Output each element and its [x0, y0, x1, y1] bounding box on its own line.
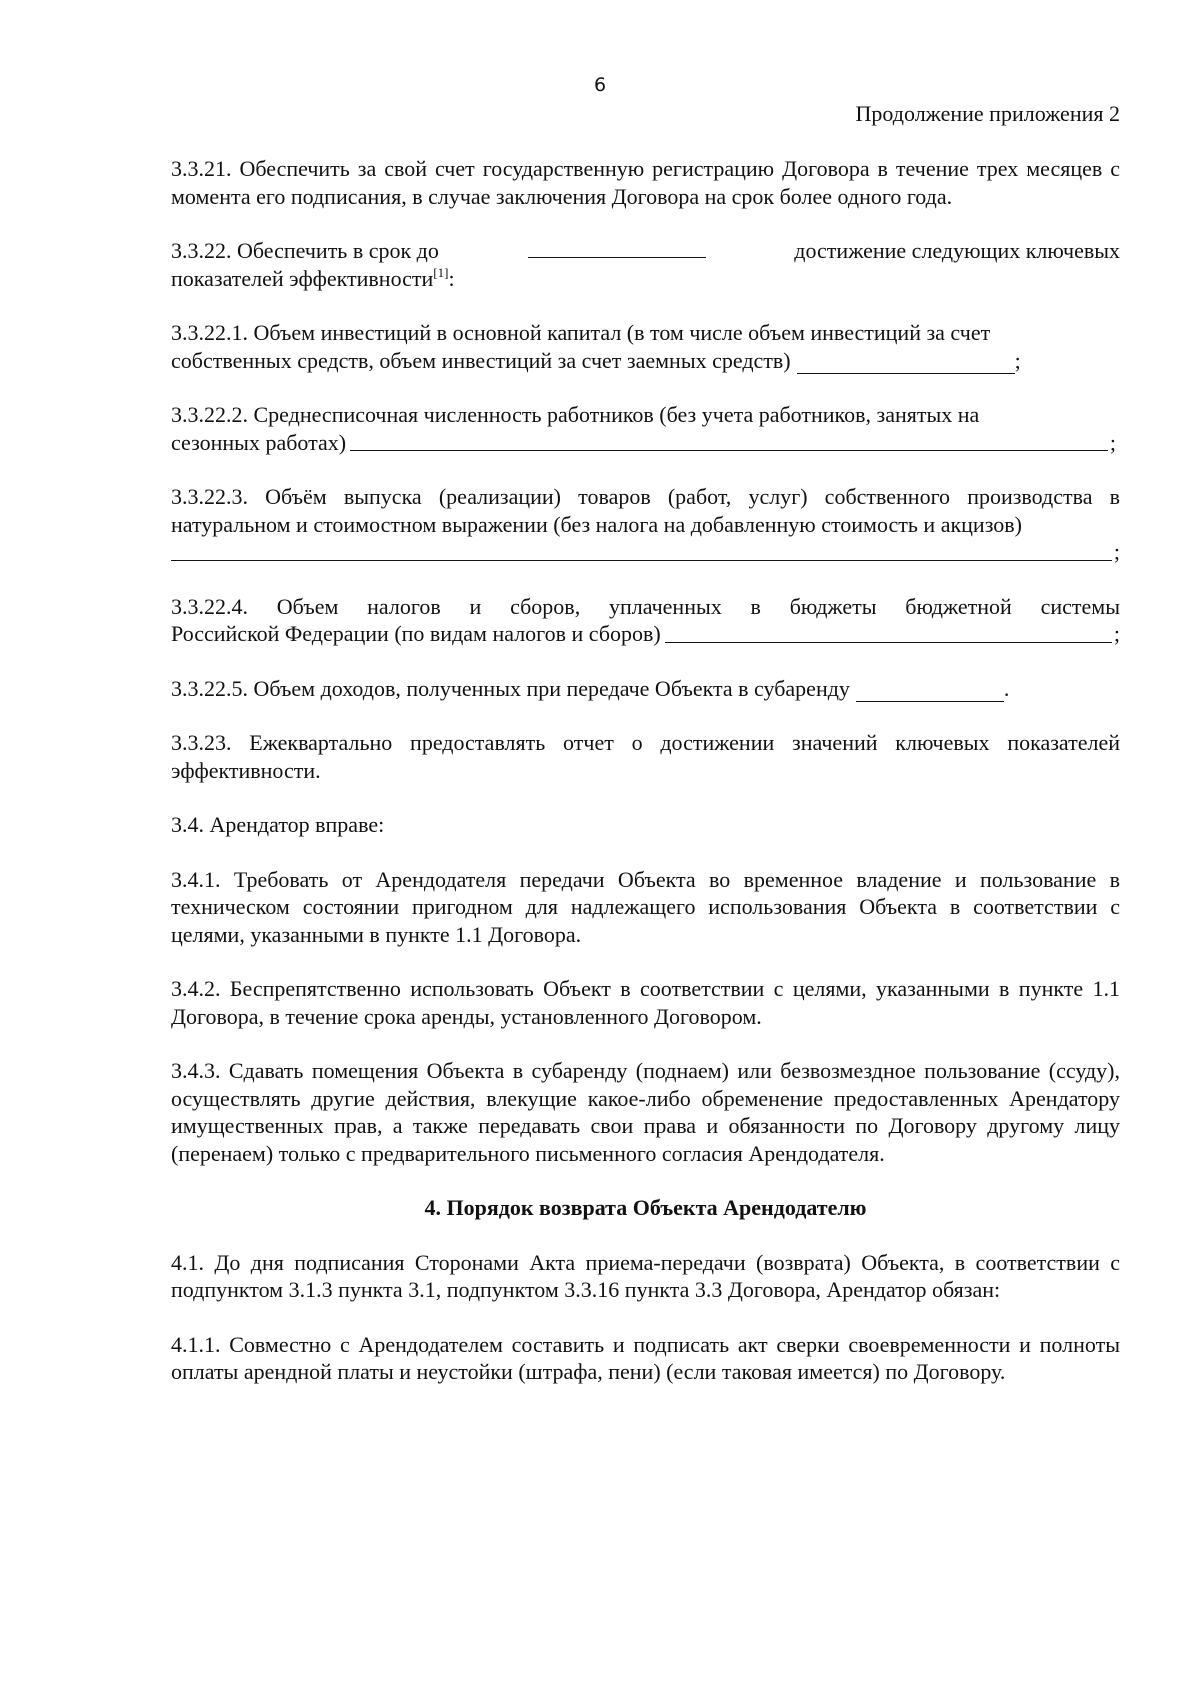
semicolon: ;	[1113, 621, 1120, 646]
clause-3-3-22-line2-text: показателей эффективности	[171, 265, 434, 291]
investment-blank[interactable]	[797, 353, 1015, 374]
page-number: 6	[593, 74, 607, 96]
colon: :	[448, 265, 455, 291]
clause-3-3-22-1	[171, 319, 1120, 374]
output-volume-blank[interactable]	[171, 540, 1112, 561]
period: .	[1003, 675, 1010, 701]
clause-3-3-22-4-line2-text: Российской Федерации (по видам налогов и сборов)	[171, 621, 661, 646]
sublease-income-blank[interactable]	[856, 681, 1004, 702]
semicolon: ;	[1109, 429, 1116, 455]
clause-3-3-22-2	[171, 401, 1120, 456]
clause-3-3-22-2-line1: 3.3.22.2. Среднесписочная численность работников (без учета работников, занятых на	[171, 402, 980, 427]
clause-3-3-22-4	[171, 593, 1120, 648]
clause-3-3-22	[171, 237, 1120, 292]
clause-3-3-23: 3.3.23. Ежеквартально предоставлять отчет о достижении значений ключевых показателей эффективности.	[171, 730, 1120, 783]
footnote-ref[interactable]: [1]	[433, 264, 449, 280]
taxes-blank[interactable]	[665, 622, 1112, 643]
clause-3-3-22-4-line2	[171, 620, 1120, 648]
clause-3-3-21: 3.3.21. Обеспечить за свой счет государственную регистрацию Договора в течение трех месяцев с момента его подписания, в случае заключения Договора на срок более одного года.	[171, 156, 1120, 209]
clause-3-3-22-1-line1-text: 3.3.22.1. Объем инвестиций в основной капитал (в том числе объем инвестиций за счет	[171, 320, 991, 345]
clause-3-3-22-line1	[171, 237, 1120, 265]
clause-3-3-22-5-text: 3.3.22.5. Объем доходов, полученных при передаче Объекта в субаренду	[171, 675, 850, 701]
clause-3-4-2: 3.4.2. Беспрепятственно использовать Объект в соответствии с целями, указанными в пункте 1.1 Договора, в течение срока аренды, установленного Договором.	[171, 976, 1120, 1029]
clause-3-3-22-2-line2	[171, 429, 1116, 457]
clause-3-3-22-1-line2	[171, 347, 1120, 375]
clause-3-3-22-5-line	[171, 675, 1120, 703]
clause-3-3-22-1-line1	[171, 319, 1120, 347]
semicolon: ;	[1113, 539, 1120, 564]
clause-3-3-22-4-line1: 3.3.22.4. Объем налогов и сборов, уплаченных в бюджеты бюджетной системы	[171, 593, 1120, 619]
clause-3-3-22-3-text: 3.3.22.3. Объём выпуска (реализации) товаров (работ, услуг) собственного производства в натуральном и стоимостном выражении (без налога на добавленную стоимость и акцизов)	[171, 484, 1120, 537]
clause-3-3-22-1-line2-text: собственных средств, объем инвестиций за счет заемных средств)	[171, 347, 791, 373]
clause-3-3-22-2-line2-text: сезонных работах)	[171, 429, 347, 455]
clause-3-4-1: 3.4.1. Требовать от Арендодателя передачи Объекта во временное владение и пользование в техническом состоянии пригодном для надлежащего использования Объекта в соответствии с целями, указанными в пункте 1.1 Договора.	[171, 866, 1120, 947]
clause-3-4: 3.4. Арендатор вправе:	[171, 812, 385, 837]
clause-3-4-3: 3.4.3. Сдавать помещения Объекта в субаренду (поднаем) или безвозмездное пользование (ссуду), осуществлять другие действия, влекущие какое-либо обременение предоставленных Арендатору имущественных прав, а также передавать свои права и обязанности по Договору другому лицу (перенаем) только с предварительного письменного согласия Арендодателя.	[171, 1058, 1120, 1166]
running-header: Продолжение приложения 2	[855, 101, 1120, 126]
clause-3-3-22-head: 3.3.22. Обеспечить в срок до	[171, 238, 439, 263]
clause-4-1-1: 4.1.1. Совместно с Арендодателем составить и подписать акт сверки своевременности и полноты оплаты арендной платы и неустойки (штрафа, пени) (если таковая имеется) по Договору.	[171, 1331, 1120, 1384]
clause-3-3-22-3	[171, 483, 1120, 566]
clause-3-3-22-5	[171, 675, 1120, 703]
clause-3-3-22-3-line3	[171, 538, 1120, 566]
headcount-blank[interactable]	[350, 430, 1108, 451]
clause-4-1: 4.1. До дня подписания Сторонами Акта приема-передачи (возврата) Объекта, в соответствии с подпунктом 3.1.3 пункта 3.1, подпунктом 3.3.16 пункта 3.3 Договора, Арендатор обязан:	[171, 1249, 1120, 1302]
clause-3-3-22-line2	[171, 265, 1120, 293]
section-4-heading: 4. Порядок возврата Объекта Арендодателю	[424, 1195, 867, 1220]
clause-3-3-22-tail: достижение следующих ключевых	[794, 238, 1120, 263]
deadline-blank[interactable]	[528, 237, 706, 258]
semicolon: ;	[1014, 347, 1021, 373]
document-body	[171, 155, 1120, 1413]
